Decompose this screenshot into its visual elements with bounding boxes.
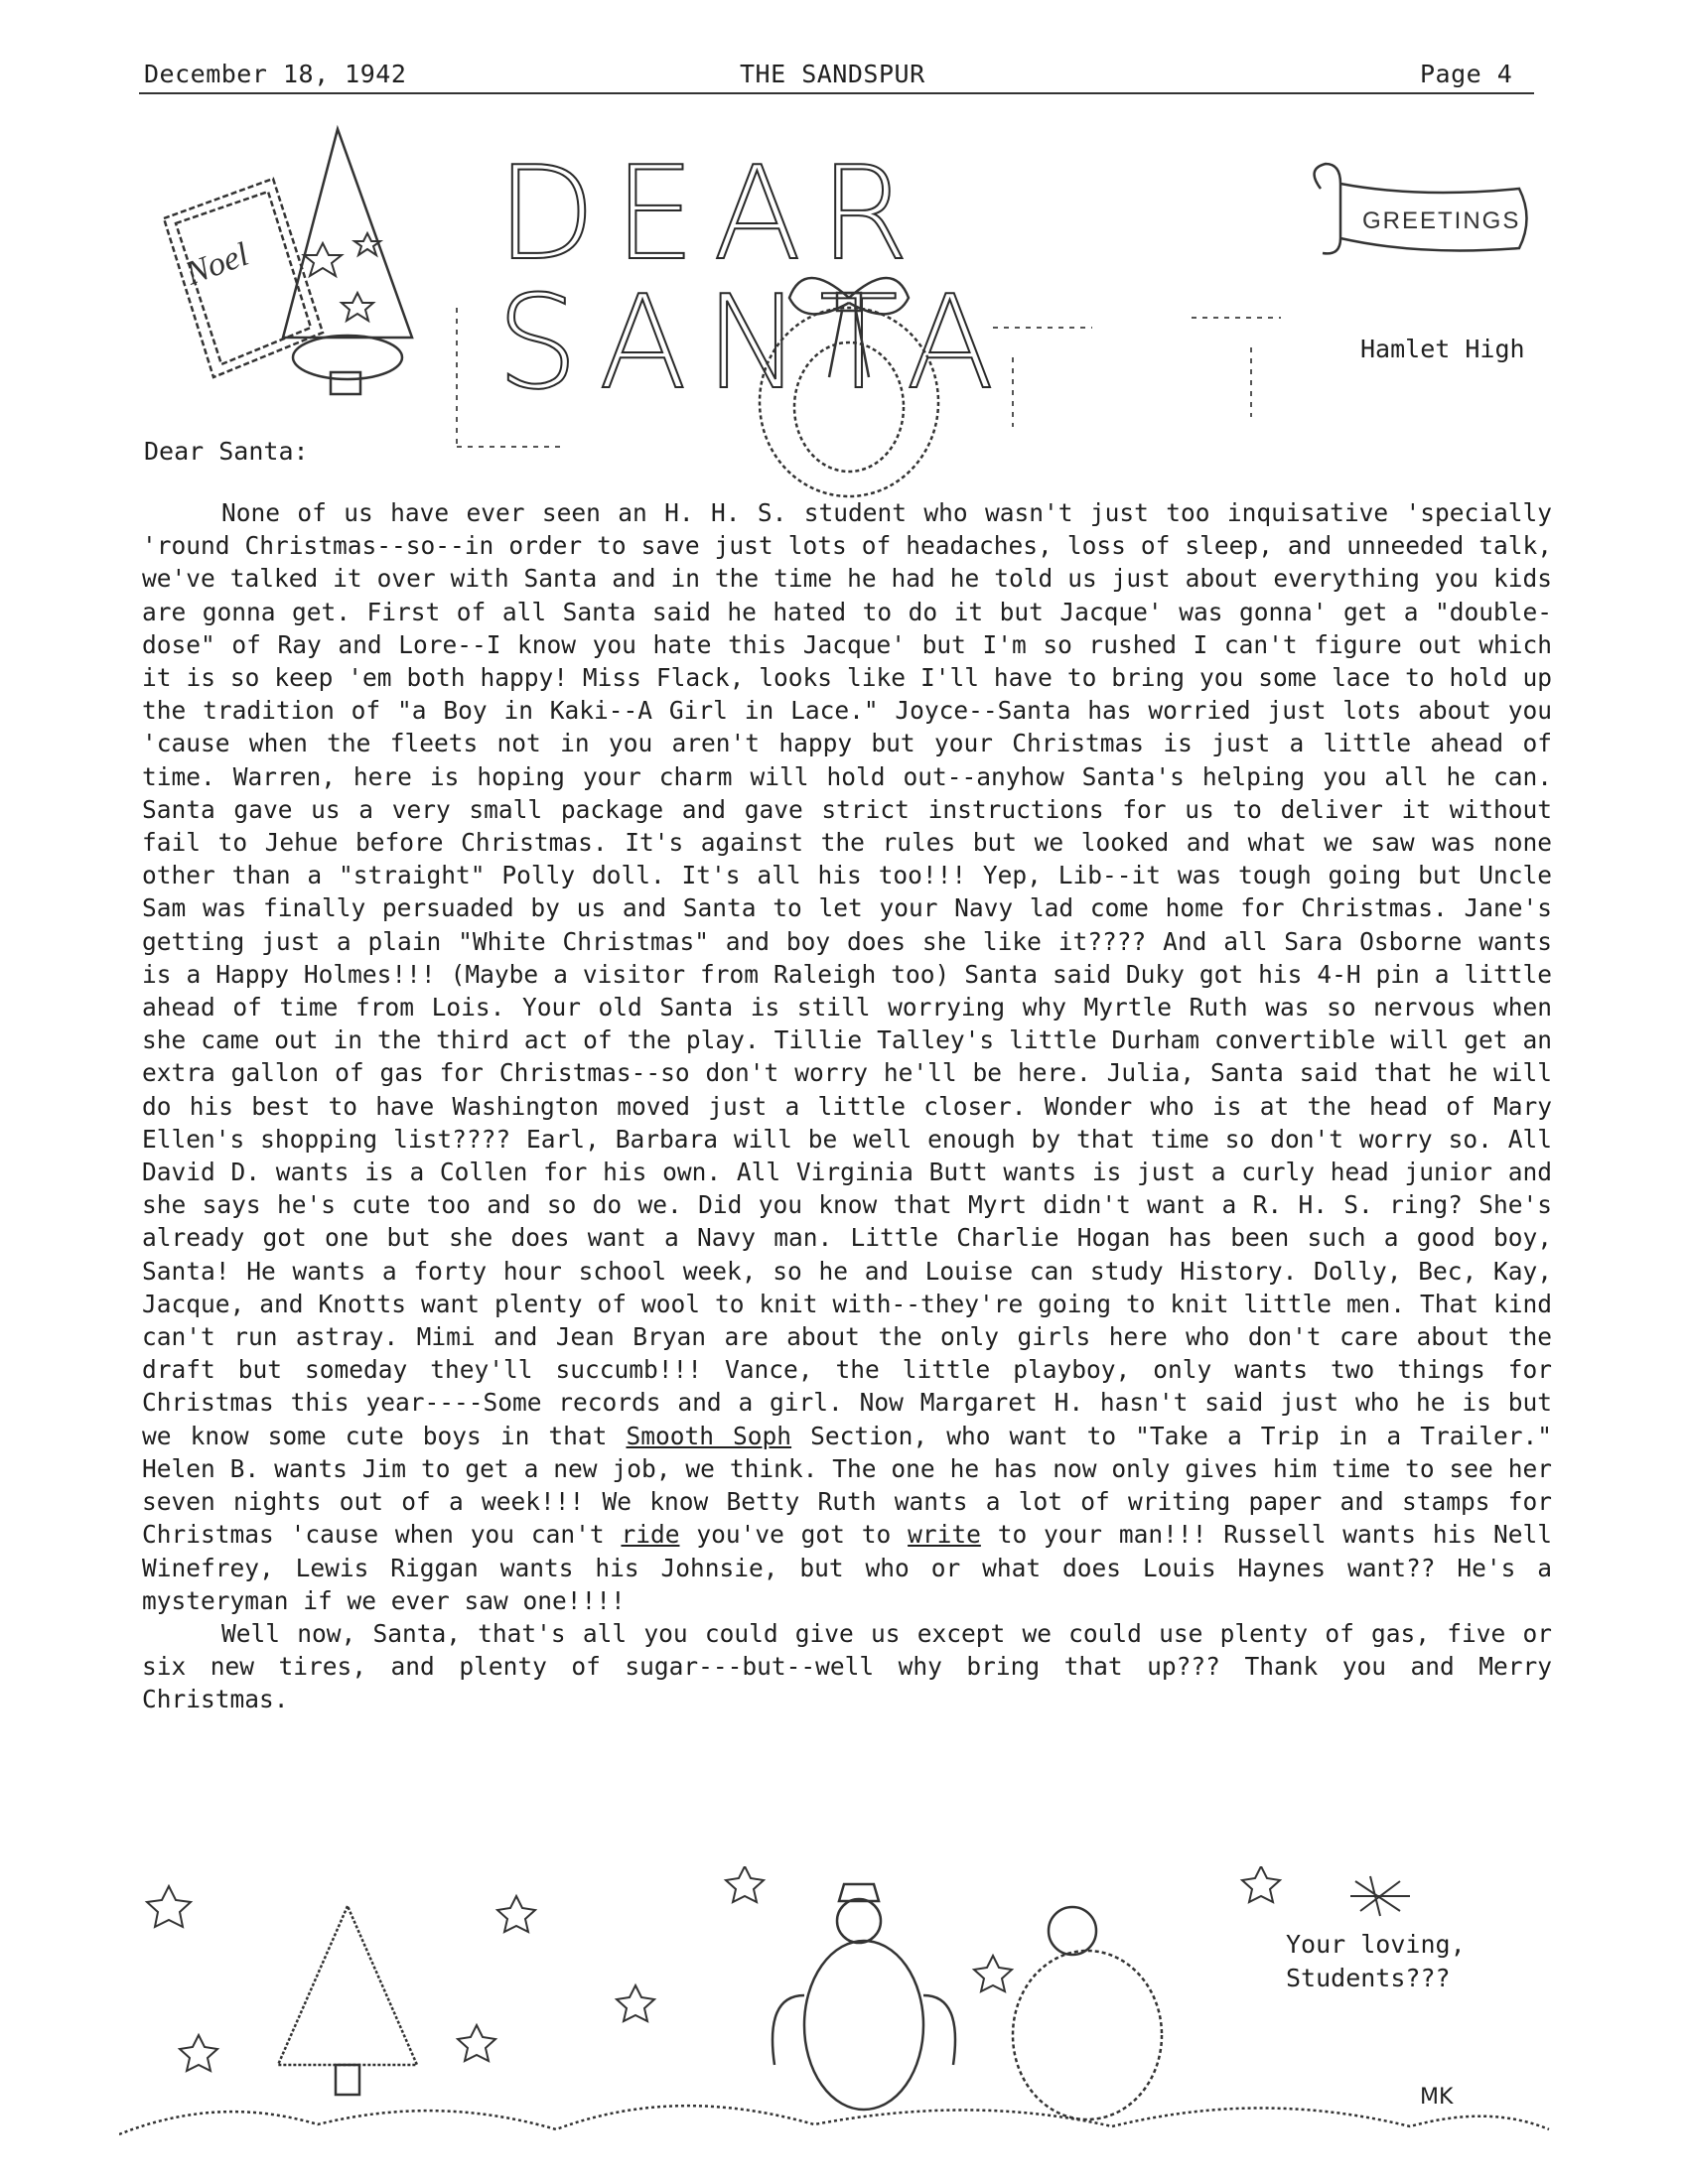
decorative-dashes (437, 298, 1331, 496)
signoff-line-1: Your loving, (1286, 1930, 1466, 1959)
letter-paragraph-2: Well now, Santa, that's all you could give us except we could use plenty of gas, five or six new tires, and plenty of sugar---but--well why bring that up??? Thank you and Merry Christmas. (142, 1618, 1552, 1714)
salutation: Dear Santa: (144, 437, 309, 466)
underlined-word-write: write (908, 1520, 981, 1550)
publication-name: THE SANDSPUR (740, 60, 925, 88)
star-icon (617, 1985, 654, 2021)
masthead-title: DEAR SANTA (496, 138, 1013, 418)
star-icon (458, 2025, 495, 2061)
star-icon (147, 1886, 191, 1927)
letter-paragraph-1: None of us have ever seen an H. H. S. student who wasn't just too inquisative 'specially 'round Christmas--so--in order to save just lots of headaches, loss of sleep, and unneeded talk, we've talked it over with Santa and in the time he had he told us just about everything you kids are gonna get. First of all Santa said he hated to do it but Jacque' was gonna' get a "double-dose" of Ray and Lore--I know you hate this Jacque' but I'm so rushed I can't figure out which it is so keep 'em both happy! Miss Flack, looks like I'll have to bring you some lace to hold up the tradition of "a Boy in Kaki--A Girl in Lace." Joyce--Santa has worried just lots about you 'cause when the fleets not in you aren't happy but your Christmas is just a little ahead of time. Warren, here is hoping your charm will hold out--anyhow Santa's helping you all he can. Santa gave us a very small package and gave strict instructions for us to deliver it without fail to Jehue before Christmas. It's against the rules but we looked and what we saw was none other than a "straight" Polly doll. It's all his too!!! Yep, Lib--it was tough going but Uncle Sam was finally persuaded by us and Santa to let your Navy lad come home for Christmas. Jane's getting just a plain "White Christmas" and boy does she like it???? And all Sara Osborne wants is a Happy Holmes!!! (Maybe a visitor from Raleigh too) Santa said Duky got his 4-H pin a little ahead of time from Lois. Your old Santa is still worrying why Myrtle Ruth was so nervous when she came out in the third act of the play. Tillie Talley's little Durham convertible will get an extra gallon of gas for Christmas--so don't worry he'll be here. Julia, Santa said that he will do his best to have Washington moved just a little closer. Wonder who is at the head of Mary Ellen's shopping list???? Earl, Barbara will be well enough by that time so don't worry so. All David D. wants is a Collen for his own. All Virginia Butt wants is just a curly head junior and she says he's cute too and so do we. Did you know that Myrt didn't want a R. H. S. ring? She's already got one but she does want a Navy man. Little Charlie Hogan has been such a good boy, Santa! He wants a forty hour school week, so he and Louise can study History. Dolly, Bec, Kay, Jacque, and Knotts want plenty of wool to knit with--they're going to knit little men. That kind can't run astray. Mimi and Jean Bryan are about the only girls here who don't care about the draft but someday they'll succumb!!! Vance, the little playboy, only wants two things for Christmas this year----Some records and a girl. Now Margaret H. hasn't said just who he is but we know some cute boys in that Smooth Soph Section, who want to "Take a Trip in a Trailer." Helen B. wants Jim to get a new job, we think. The one he has now only gives him time to see her seven nights out of a week!!! We know Betty Ruth wants a lot of writing paper and stamps for Christmas 'cause when you can't ride you've got to write to your man!!! Russell wants his Nell Winefrey, Lewis Riggan wants his Johnsie, but who or what does Louis Haynes want?? He's a mysteryman if we ever saw one!!!! (142, 498, 1552, 1615)
school-name: Hamlet High (1360, 335, 1525, 363)
greetings-banner (1301, 159, 1539, 268)
star-icon (974, 1956, 1012, 1991)
artist-initials: MK (1420, 2085, 1454, 2110)
greetings-text: GREETINGS (1362, 207, 1521, 234)
signoff (1286, 1928, 1466, 1995)
sparkle-icon (1350, 1876, 1410, 1916)
noel-text: Noel (181, 235, 254, 293)
underlined-phrase: Smooth Soph (626, 1421, 792, 1450)
star-icon (726, 1866, 764, 1902)
noel-card-illustration (154, 124, 442, 422)
star-icon (180, 2035, 217, 2071)
underlined-word-ride: ride (621, 1520, 680, 1550)
page-number: Page 4 (1420, 60, 1513, 88)
signoff-line-2: Students??? (1286, 1964, 1451, 1992)
snowmen-scene-illustration (119, 1866, 1569, 2164)
header-rule (139, 92, 1534, 94)
star-icon (497, 1896, 535, 1932)
letter-body (142, 496, 1552, 1716)
star-icon (1242, 1866, 1280, 1902)
issue-date: December 18, 1942 (144, 60, 407, 88)
